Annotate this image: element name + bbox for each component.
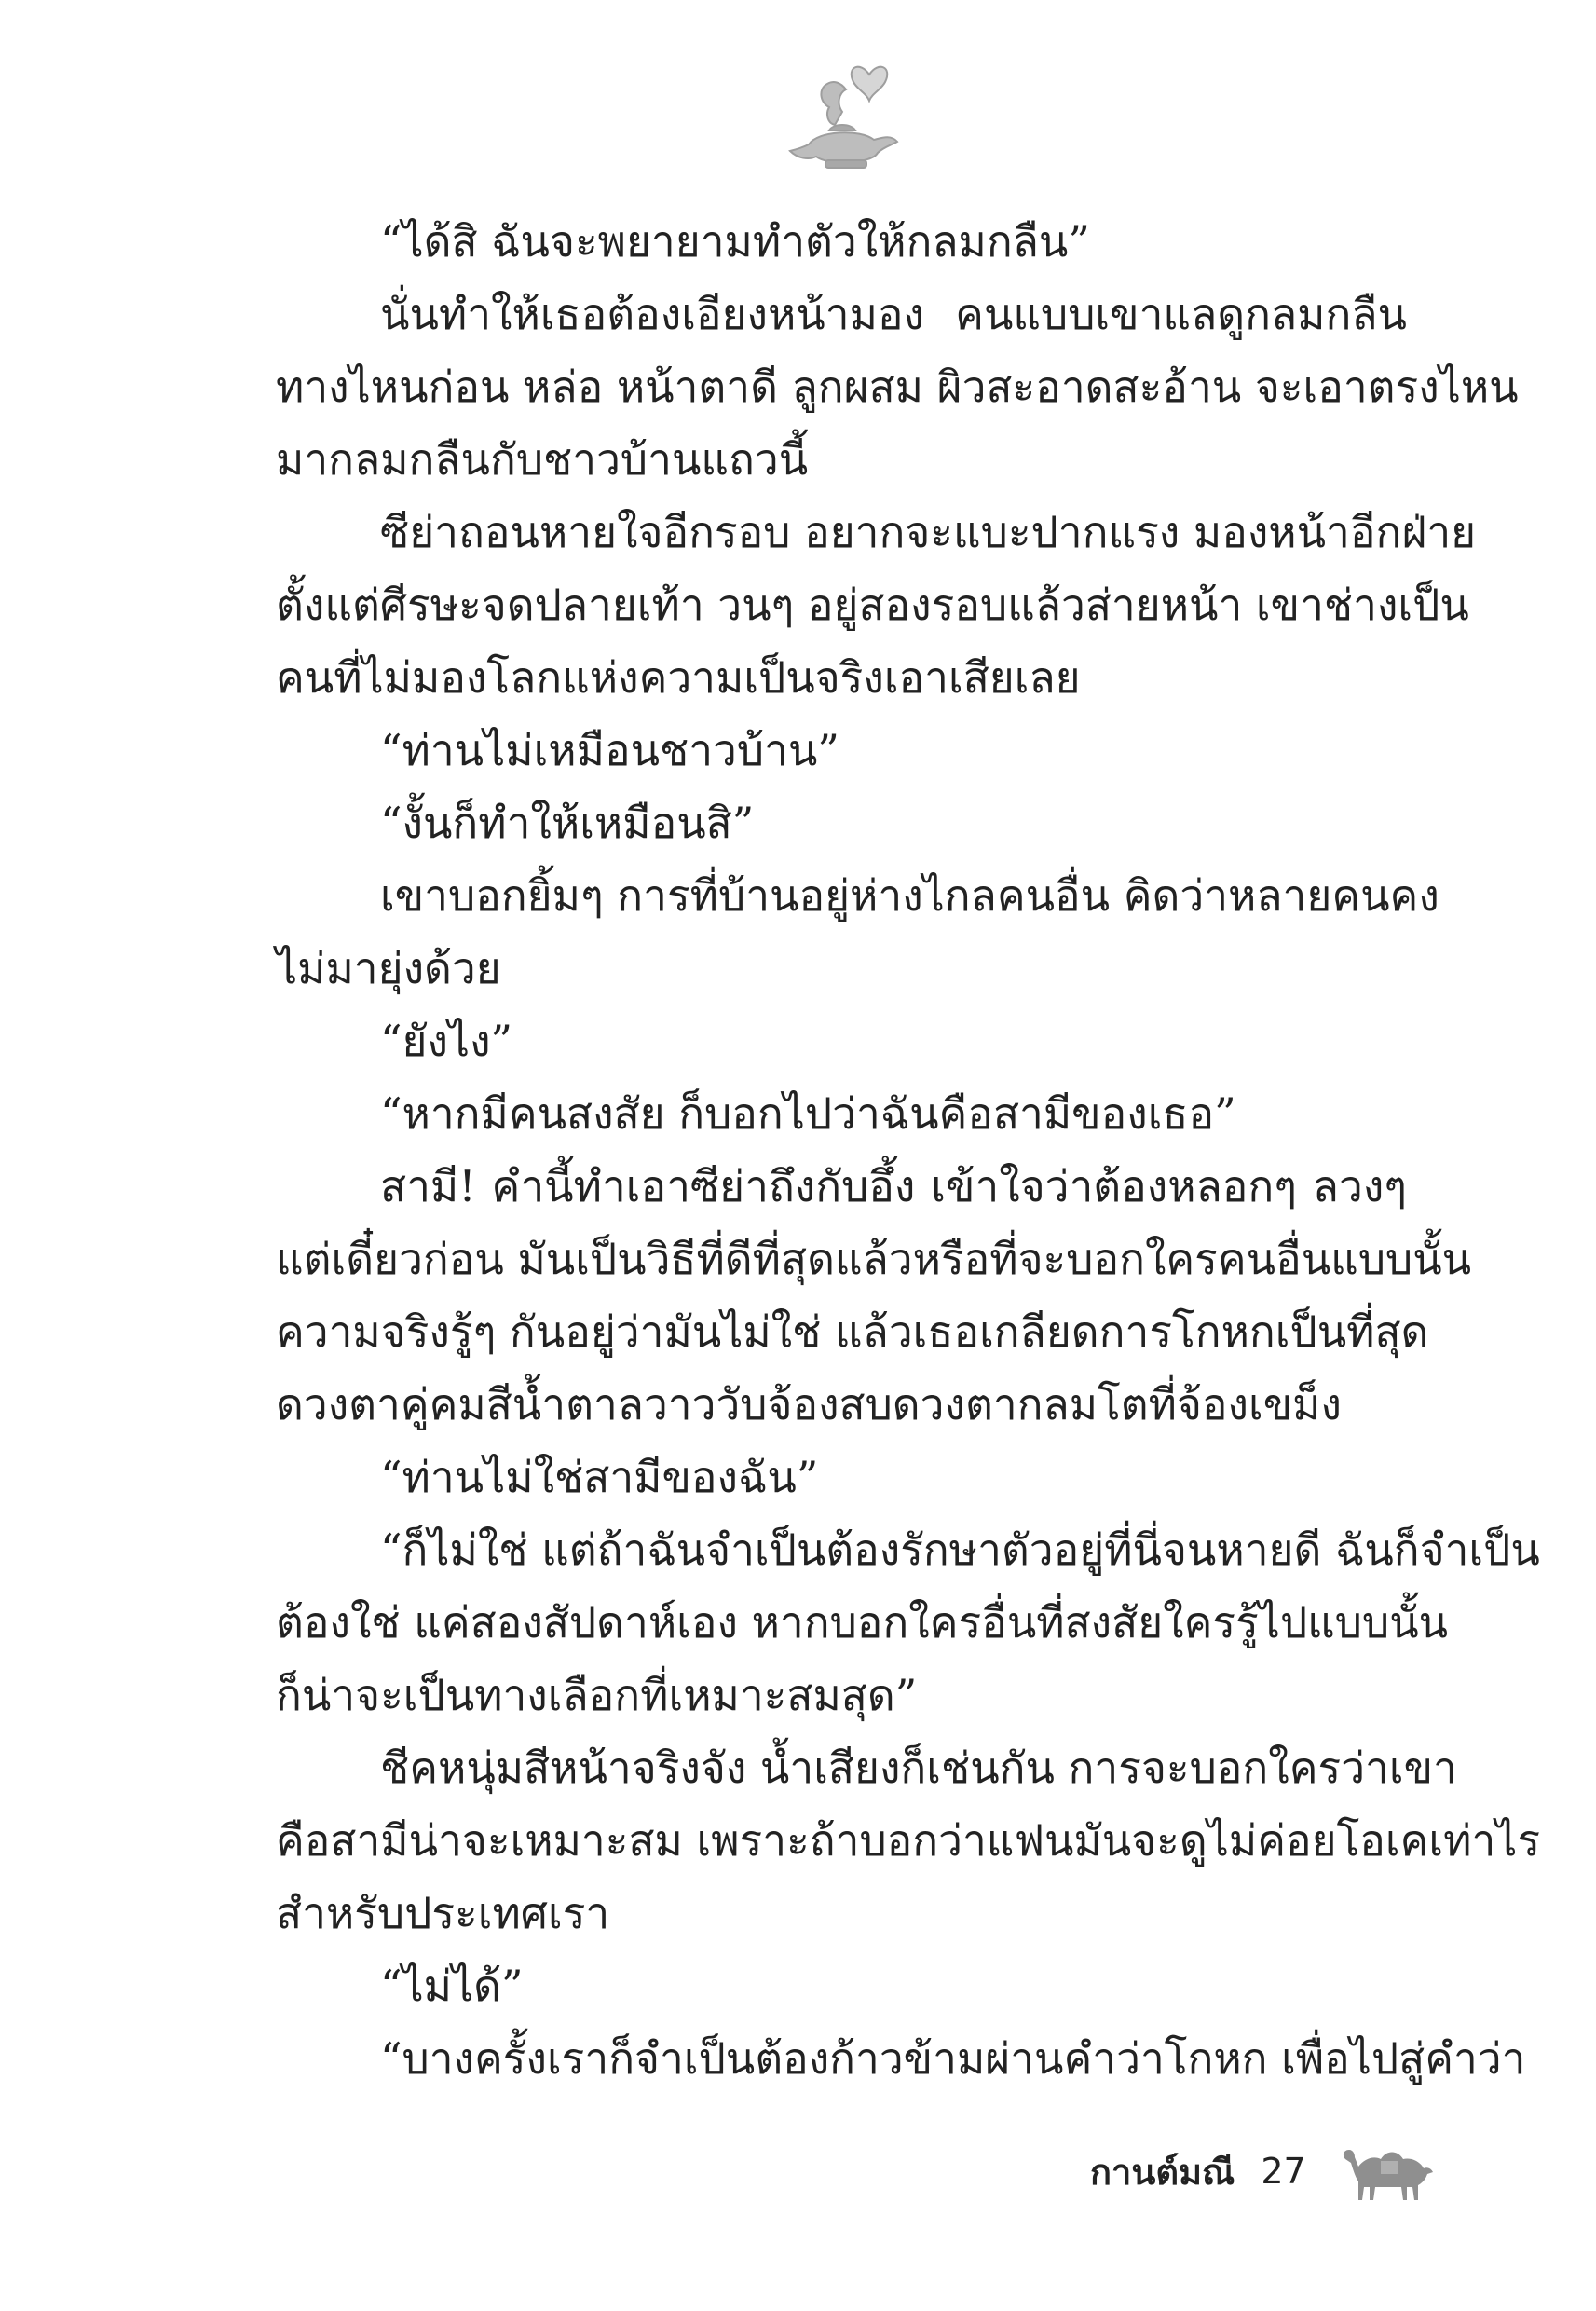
text-line: ชีคหนุ่มสีหน้าจริงจัง น้ำเสียงก็เช่นกัน การจะบอกใครว่าเขา — [380, 1743, 1457, 1793]
text-line: มากลมกลืนกับชาวบ้านแถวนี้ — [276, 434, 809, 485]
text-line: นั่นทำให้เธอต้องเอียงหน้ามอง คนแบบเขาแลดูกลมกลืน — [380, 289, 1407, 339]
text-line: “ก็ไม่ใช่ แต่ถ้าฉันจำเป็นต้องรักษาตัวอยู่ที่นี่จนหายดี ฉันก็จำเป็น — [380, 1525, 1540, 1575]
text-line: “บางครั้งเราก็จำเป็นต้องก้าวข้ามผ่านคำว่าโกหก เพื่อไปสู่คำว่า — [380, 2033, 1526, 2084]
text-line: ต้องใช่ แค่สองสัปดาห์เอง หากบอกใครอื่นที่สงสัยใครรู้ไปแบบนั้น — [276, 1597, 1449, 1648]
text-line: “ท่านไม่ใช่สามีของฉัน” — [380, 1452, 819, 1502]
text-line: คือสามีน่าจะเหมาะสม เพราะถ้าบอกว่าแฟนมันจะดูไม่ค่อยโอเคเท่าไร — [276, 1815, 1541, 1866]
genie-lamp-icon — [771, 56, 911, 177]
text-line: ความจริงรู้ๆ กันอยู่ว่ามันไม่ใช่ แล้วเธอเกลียดการโกหกเป็นที่สุด — [276, 1306, 1429, 1357]
text-line: ทางไหนก่อน หล่อ หน้าตาดี ลูกผสม ผิวสะอาดสะอ้าน จะเอาตรงไหน — [276, 362, 1519, 412]
text-line: “ยังไง” — [380, 1016, 513, 1066]
body-text — [276, 205, 1541, 2095]
text-line: ไม่มายุ่งด้วย — [276, 943, 501, 993]
book-title: กานต์มณี — [1090, 2151, 1235, 2193]
text-line: ก็น่าจะเป็นทางเลือกที่เหมาะสมสุด” — [276, 1670, 918, 1720]
text-line: สามี! คำนี้ทำเอาซีย่าถึงกับอึ้ง เข้าใจว่าต้องหลอกๆ ลวงๆ — [380, 1161, 1407, 1211]
text-line: ตั้งแต่ศีรษะจดปลายเท้า วนๆ อยู่สองรอบแล้วส่ายหน้า เขาช่างเป็น — [276, 580, 1469, 630]
text-line: “ได้สิ ฉันจะพยายามทำตัวให้กลมกลืน” — [380, 216, 1090, 267]
text-line: “หากมีคนสงสัย ก็บอกไปว่าฉันคือสามีของเธอ” — [380, 1088, 1236, 1139]
text-line: “ท่านไม่เหมือนชาวบ้าน” — [380, 725, 839, 775]
text-line: ดวงตาคู่คมสีน้ำตาลวาววับจ้องสบดวงตากลมโตที่จ้องเขม็ง — [276, 1379, 1342, 1429]
text-line: ซีย่าถอนหายใจอีกรอบ อยากจะแบะปากแรง มองหน้าอีกฝ่าย — [380, 507, 1477, 557]
camel-icon — [1338, 2139, 1440, 2204]
text-line: “ไม่ได้” — [380, 1961, 524, 2011]
text-line: เขาบอกยิ้มๆ การที่บ้านอยู่ห่างไกลคนอื่น คิดว่าหลายคนคง — [380, 870, 1439, 921]
text-line: สำหรับประเทศเรา — [276, 1888, 610, 1938]
text-line: แต่เดี๋ยวก่อน มันเป็นวิธีที่ดีที่สุดแล้วหรือที่จะบอกใครคนอื่นแบบนั้น — [276, 1234, 1472, 1284]
page-footer — [1090, 2134, 1440, 2208]
text-line: “งั้นก็ทำให้เหมือนสิ” — [380, 798, 755, 848]
text-line: คนที่ไม่มองโลกแห่งความเป็นจริงเอาเสียเลย — [276, 652, 1081, 703]
page-number: 27 — [1261, 2151, 1306, 2192]
